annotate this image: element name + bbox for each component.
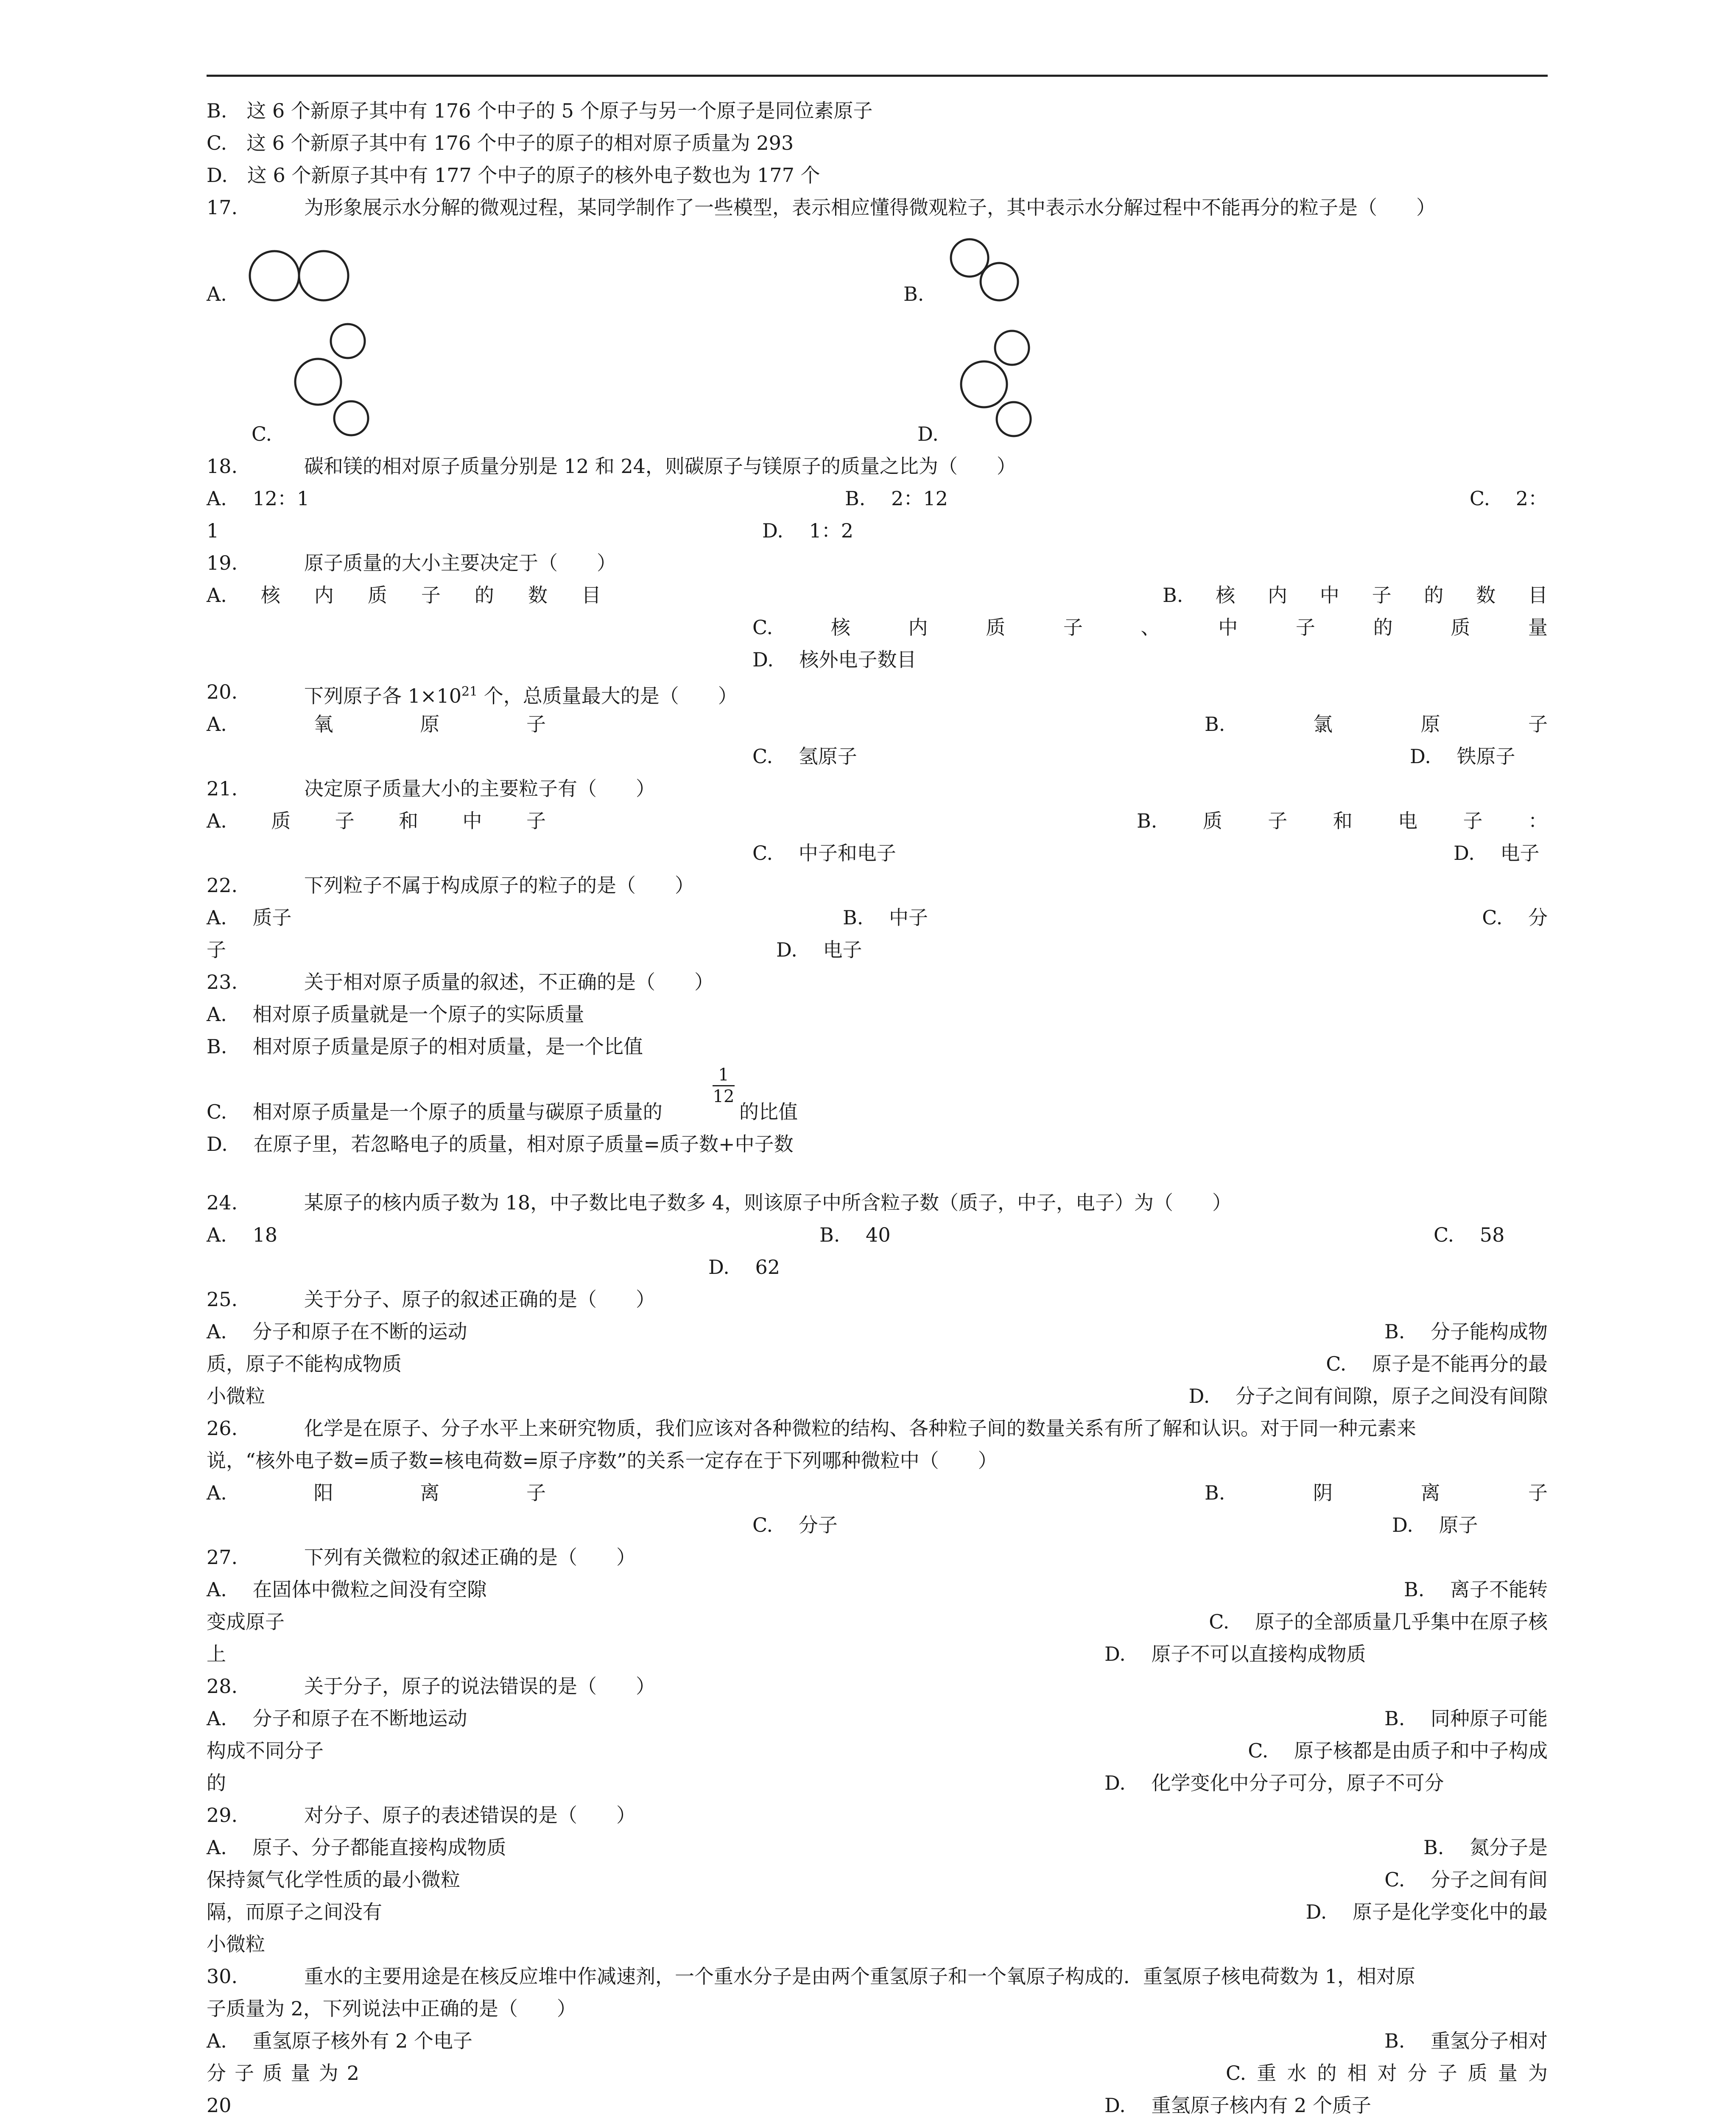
q22-options-cont: 子 D. 电子 bbox=[207, 938, 862, 961]
q27-options-bc: 变成原子 C. 原子的全部质量几乎集中在原子核 bbox=[207, 1610, 1548, 1633]
q21-options-cd: C. 中子和电子 D. 电子 bbox=[752, 842, 1540, 865]
q17-model-a bbox=[248, 248, 350, 305]
q29-options-ab: A. 原子、分子都能直接构成物质 B. 氮分子是 bbox=[207, 1836, 1548, 1859]
q20-options-ab: A. 氧 原 子 B. 氯 原 子 bbox=[207, 713, 1548, 736]
q29-options-bc: 保持氮气化学性质的最小微粒 C. 分子之间有间 bbox=[207, 1868, 1548, 1891]
q30-options-cd: 20 D. 重氢原子核内有 2 个质子 bbox=[207, 2094, 1371, 2117]
q23-fraction-denominator: 12 bbox=[713, 1085, 735, 1107]
q24-stem: 24. 某原子的核内质子数为 18，中子数比电子数多 4，则该原子中所含粒子数（质子，中子，电子）为（ ） bbox=[207, 1191, 1232, 1214]
q27-options-ab: A. 在固体中微粒之间没有空隙 B. 离子不能转 bbox=[207, 1578, 1548, 1601]
q26-options-ab: A. 阳 离 子 B. 阴 离 子 bbox=[207, 1481, 1548, 1504]
q19-option-c: C. 核 内 质 子 、 中 子 的 质 量 bbox=[752, 616, 1548, 639]
q22-stem: 22. 下列粒子不属于构成原子的粒子的是（ ） bbox=[207, 874, 694, 897]
q30-stem: 30. 重水的主要用途是在核反应堆中作减速剂，一个重水分子是由两个重氢原子和一个氧原子构成的．重氢原子核电荷数为 1，相对原 bbox=[207, 1965, 1415, 1988]
q29-options-cd: 隔，而原子之间没有 D. 原子是化学变化中的最 bbox=[207, 1900, 1548, 1923]
q20-stem: 20. 下列原子各 $1\times 10^{21}$ 个，总质量最大的是（ ） bbox=[207, 680, 738, 708]
q20-options-cd: C. 氢原子 D. 铁原子 bbox=[752, 745, 1515, 768]
q24-option-d: D. 62 bbox=[708, 1256, 780, 1279]
q28-stem: 28. 关于分子，原子的说法错误的是（ ） bbox=[207, 1675, 655, 1698]
q27-options-cd: 上 D. 原子不可以直接构成物质 bbox=[207, 1643, 1366, 1665]
q23-stem: 23. 关于相对原子质量的叙述，不正确的是（ ） bbox=[207, 971, 714, 993]
q28-options-ab: A. 分子和原子在不断地运动 B. 同种原子可能 bbox=[207, 1707, 1548, 1730]
q30-options-bc: 分 子 质 量 为 2 C. 重 水 的 相 对 分 子 质 量 为 bbox=[207, 2062, 1548, 2085]
q21-options-ab: A. 质 子 和 中 子 B. 质 子 和 电 子 ： bbox=[207, 809, 1548, 832]
q25-options-cd: 小微粒 D. 分子之间有间隙，原子之间没有间隙 bbox=[207, 1385, 1548, 1407]
q24-options: A. 18 B. 40 C. 58 bbox=[207, 1223, 1505, 1246]
q23-fraction-numerator: 1 bbox=[718, 1065, 729, 1085]
q25-options-bc: 质，原子不能构成物质 C. 原子是不能再分的最 bbox=[207, 1352, 1548, 1375]
q28-options-bc: 构成不同分子 C. 原子核都是由质子和中子构成 bbox=[207, 1739, 1548, 1762]
q29-stem: 29. 对分子、原子的表述错误的是（ ） bbox=[207, 1804, 636, 1827]
q18-options-cont: 1 D. 1：2 bbox=[207, 519, 854, 542]
q17-stem: 17. 为形象展示水分解的微观过程，某同学制作了一些模型，表示相应懂得微观粒子，其中表示水分解过程中不能再分的粒子是（ ） bbox=[207, 196, 1436, 219]
q19-options-ab: A. 核 内 质 子 的 数 目 B. 核 内 中 子 的 数 目 bbox=[207, 584, 1548, 607]
header-rule bbox=[207, 75, 1548, 77]
q25-options-ab: A. 分子和原子在不断的运动 B. 分子能构成物 bbox=[207, 1320, 1548, 1343]
q26-options-cd: C. 分子 D. 原子 bbox=[752, 1514, 1478, 1536]
q21-stem: 21. 决定原子质量大小的主要粒子有（ ） bbox=[207, 777, 655, 800]
q23-option-c: C. 相对原子质量是一个原子的质量与碳原子质量的 的比值 bbox=[207, 1100, 798, 1123]
q17-model-c bbox=[292, 320, 377, 443]
q27-stem: 27. 下列有关微粒的叙述正确的是（ ） bbox=[207, 1546, 636, 1569]
q30-options-ab: A. 重氢原子核外有 2 个电子 B. 重氢分子相对 bbox=[207, 2029, 1548, 2052]
q18-stem: 18. 碳和镁的相对原子质量分别是 12 和 24，则碳原子与镁原子的质量之比为（ ） bbox=[207, 455, 1016, 478]
q22-options: A. 质子 B. 中子 C. 分 bbox=[207, 906, 1548, 929]
q18-options: A. 12：1 B. 2：12 C. 2： bbox=[207, 487, 1548, 510]
q17-model-d bbox=[958, 327, 1043, 441]
q28-options-cd: 的 D. 化学变化中分子可分，原子不可分 bbox=[207, 1771, 1444, 1794]
q19-stem: 19. 原子质量的大小主要决定于（ ） bbox=[207, 551, 616, 574]
q19-option-d: D. 核外电子数目 bbox=[752, 648, 917, 671]
q17-model-b bbox=[948, 238, 1025, 305]
q26-stem: 26. 化学是在原子、分子水平上来研究物质，我们应该对各种微粒的结构、各种粒子间的数量关系有所了解和认识。对于同一种元素来 bbox=[207, 1417, 1416, 1440]
q25-stem: 25. 关于分子、原子的叙述正确的是（ ） bbox=[207, 1288, 655, 1311]
